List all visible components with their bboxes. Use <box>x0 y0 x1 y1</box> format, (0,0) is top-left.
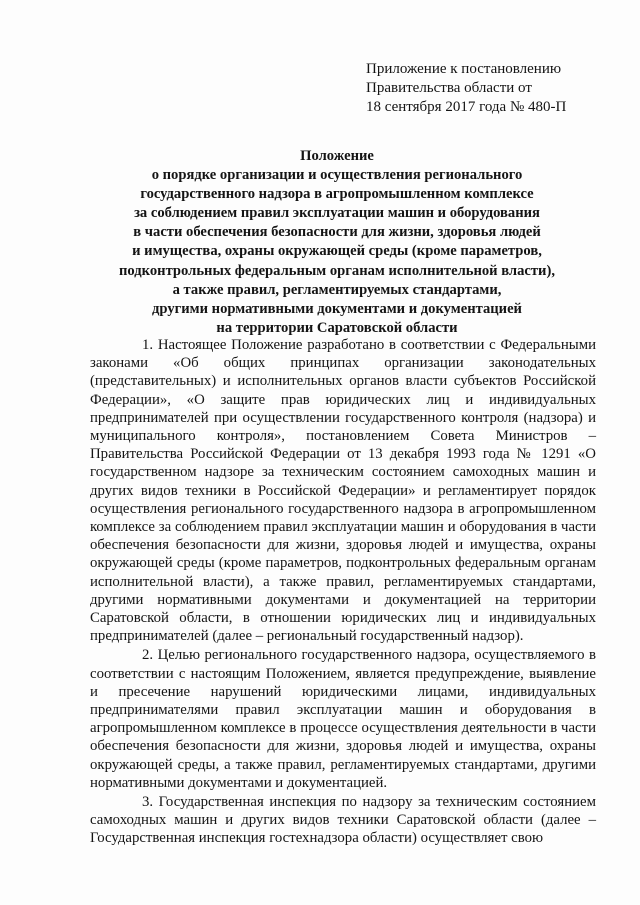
title-line: и имущества, охраны окружающей среды (кроме параметров, <box>132 243 542 260</box>
title-line: другими нормативными документами и документацией <box>152 300 522 317</box>
paragraph-1: 1. Настоящее Положение разработано в соответствии с Федеральными законами «Об общих принципах организации законодательных (представительных) и исполнительных органов власти субъектов Российской Федерации», «О защите прав юридических лиц и индивидуальных предпринимателей при осуществлении государственного контроля (надзора) и муниципального контроля», постановлением Совета Министров – Правительства Российской Федерации от 13 декабря 1993 года № 1291 «О государственном надзоре за техническим состоянием самоходных машин и других видов техники в Российской Федерации» и регламентирует порядок осуществления регионального государственного надзора в агропромышленном комплексе за соблюдением правил эксплуатации машин и оборудования в части обеспечения безопасности для жизни, здоровья людей и имущества, охраны окружающей среды (кроме параметров, подконтрольных федеральным органам исполнительной власти), а также правил, регламентируемых стандартами, другими нормативными документами и документацией на территории Саратовской области, в отношении юридических лиц и индивидуальных предпринимателей (далее – региональный государственный надзор). <box>90 337 596 645</box>
annex-reference <box>366 60 566 117</box>
title-line: подконтрольных федеральным органам исполнительной власти), <box>119 262 555 279</box>
document-title <box>90 147 584 338</box>
title-line: государственного надзора в агропромышленном комплексе <box>140 186 534 203</box>
title-line: в части обеспечения безопасности для жизни, здоровья людей <box>133 224 541 241</box>
annex-line: Правительства области от <box>366 80 532 96</box>
paragraph-2: 2. Целью регионального государственного надзора, осуществляемого в соответствии с настоящим Положением, является предупреждение, выявление и пресечение нарушений юридическими лицами, индивидуальных предпринимателями правил эксплуатации машин и оборудования в агропромышленном комплексе в процессе осуществления деятельности в части обеспечения безопасности для жизни, здоровья людей и имущества, охраны окружающей среды, а также правил, регламентируемых стандартами, другими нормативными документами и документацией. <box>90 647 596 791</box>
title-line: Положение <box>300 148 374 164</box>
title-line: а также правил, регламентируемых стандартами, <box>172 281 502 298</box>
paragraph-3: 3. Государственная инспекция по надзору за техническим состоянием самоходных машин и других видов техники Саратовской области (далее – Государственная инспекция гостехнадзора области) осуществляет свою <box>90 794 596 847</box>
title-line: о порядке организации и осуществления регионального <box>151 167 523 184</box>
document-body <box>90 336 596 848</box>
annex-line: 18 сентября 2017 года № 480-П <box>366 99 567 115</box>
title-line: на территории Саратовской области <box>216 319 458 336</box>
annex-line: Приложение к постановлению <box>366 61 562 77</box>
title-line: за соблюдением правил эксплуатации машин и оборудования <box>134 205 540 222</box>
